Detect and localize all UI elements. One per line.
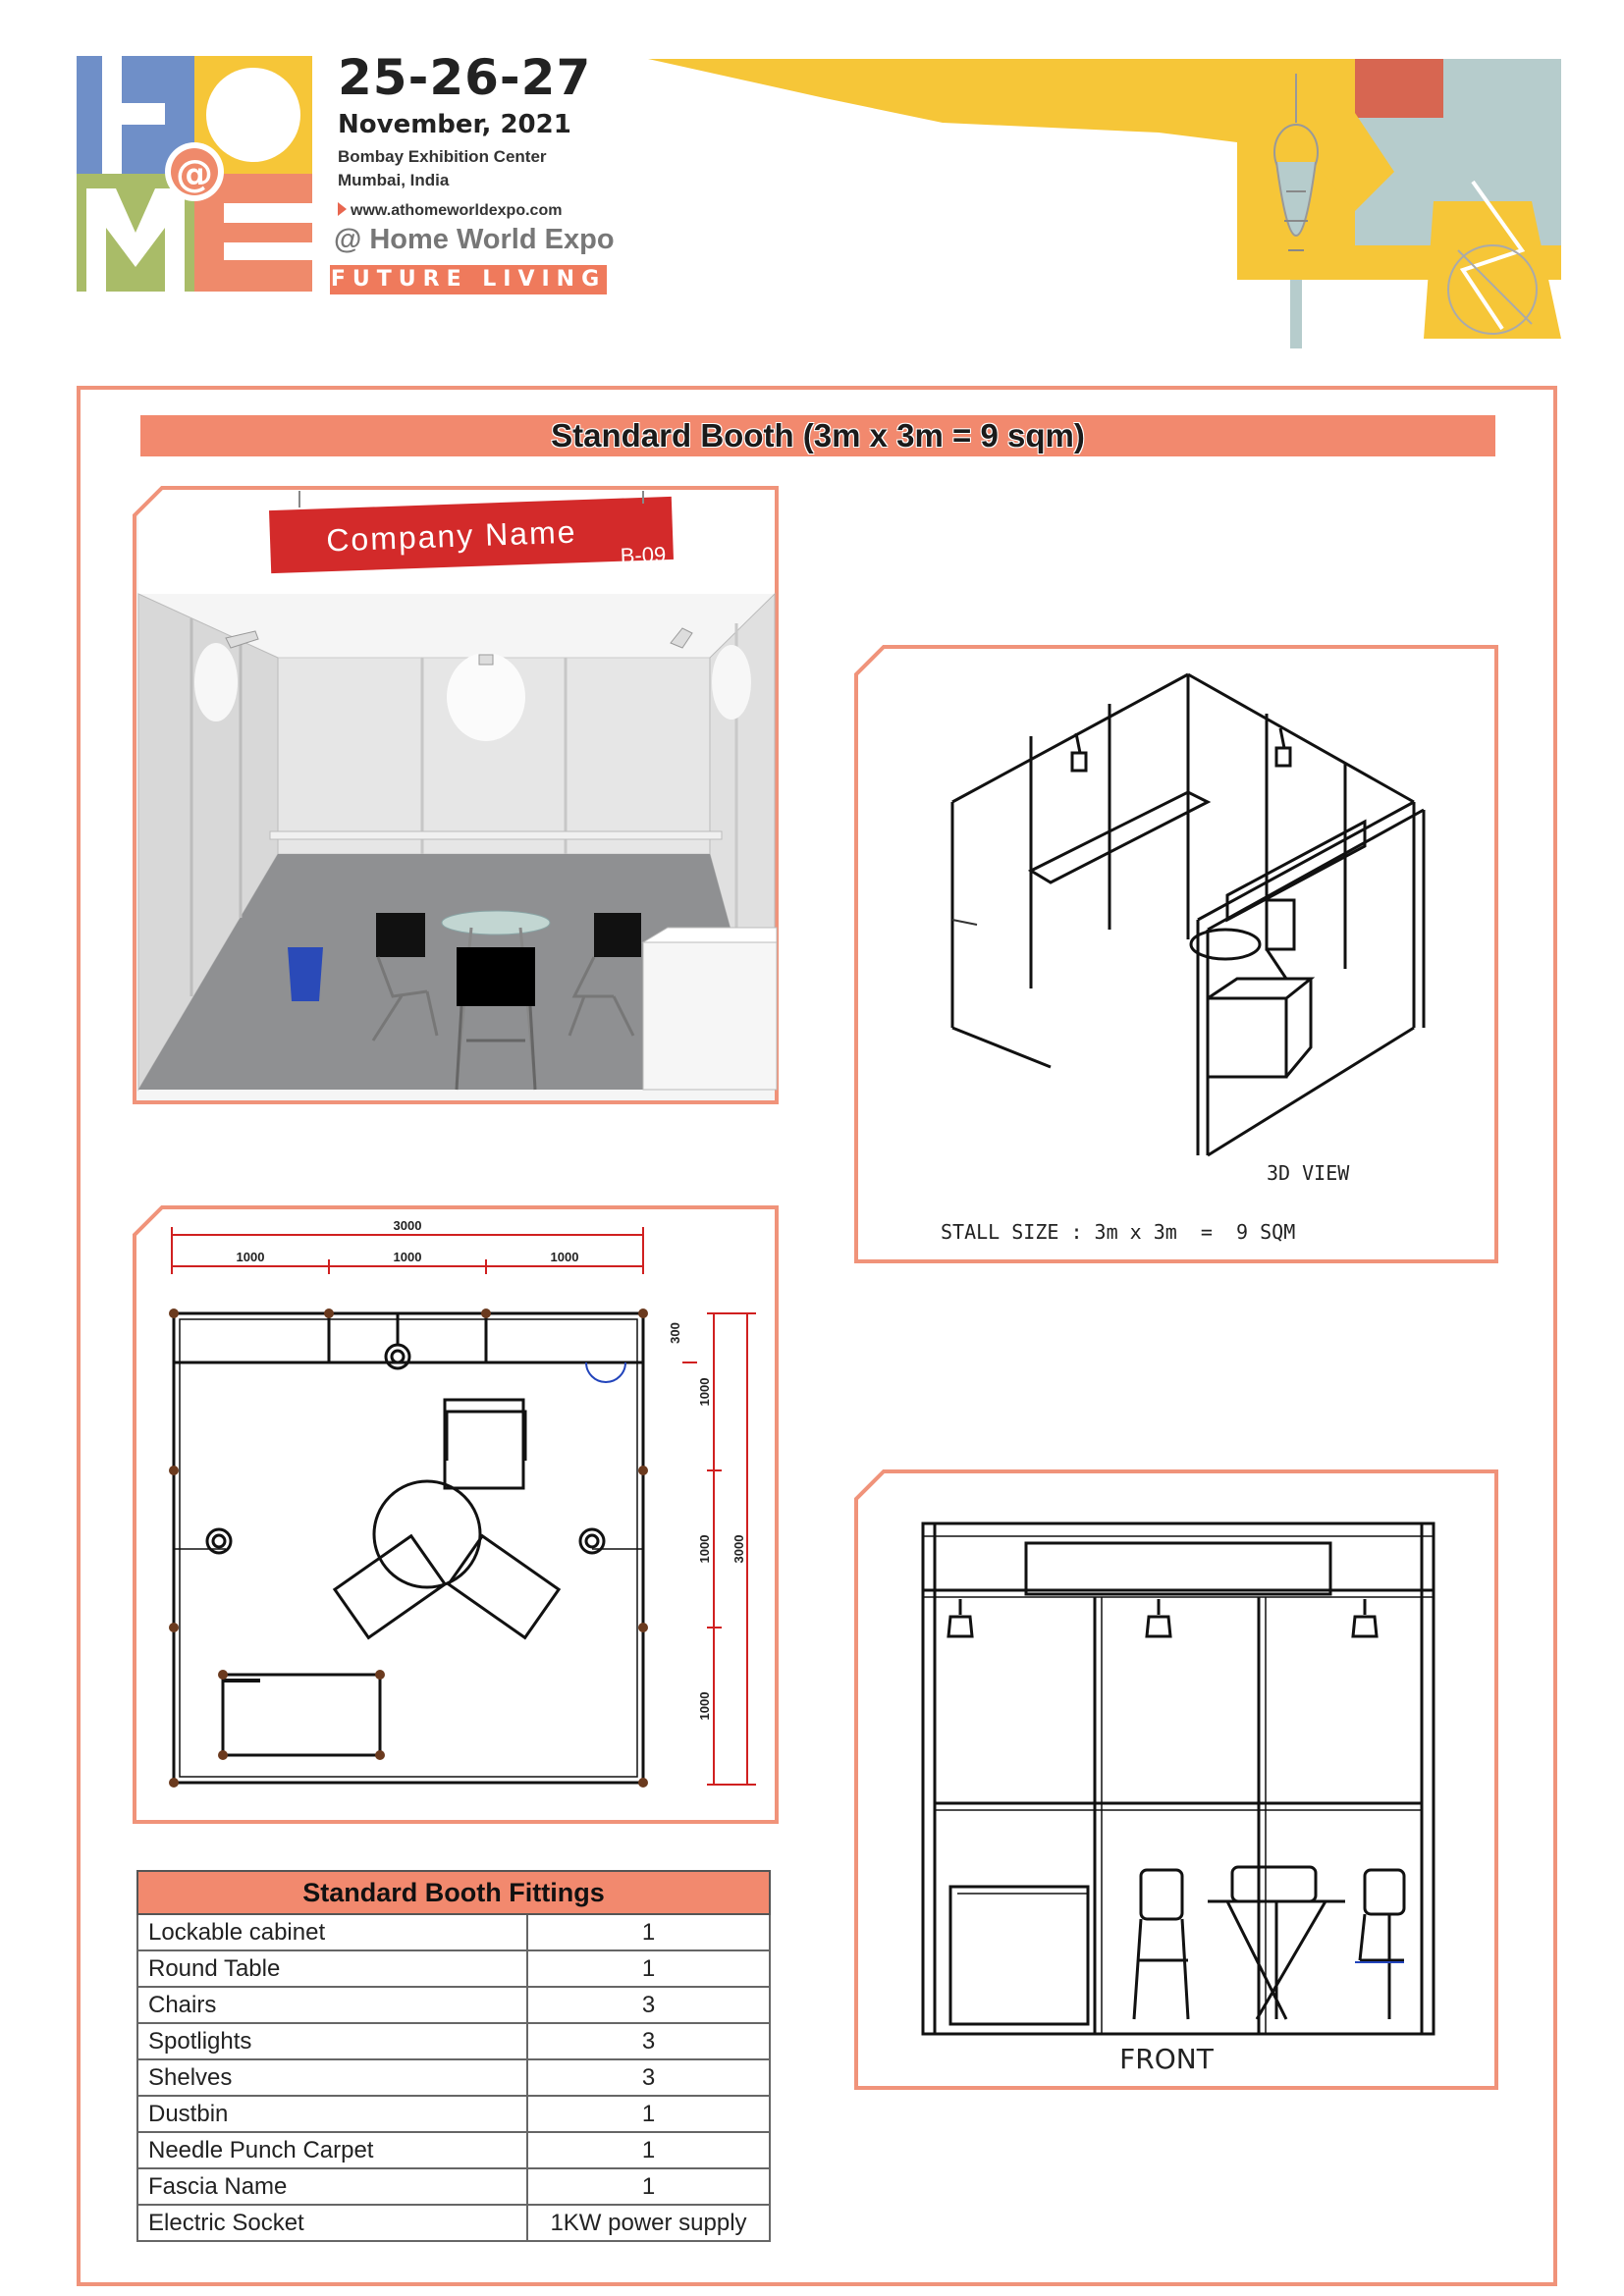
fitting-item: Needle Punch Carpet <box>137 2132 527 2168</box>
event-city: Mumbai, India <box>338 171 450 189</box>
decorative-header-art <box>648 54 1561 348</box>
event-dates: 25-26-27 <box>338 49 592 106</box>
plan-width-total: 3000 <box>393 1218 422 1233</box>
fascia-booth-number: B-09 <box>620 542 667 568</box>
fitting-item: Lockable cabinet <box>137 1914 527 1950</box>
fascia-company-name: Company Name <box>325 513 578 559</box>
fitting-qty: 1 <box>527 2168 770 2205</box>
table-row <box>137 2168 770 2205</box>
expo-logo <box>77 56 312 292</box>
plan-depth-seg-2: 1000 <box>697 1534 712 1564</box>
booth-3d-view-panel <box>854 645 1498 1263</box>
plan-shelf-depth: 300 <box>668 1322 682 1344</box>
event-month-year: November, 2021 <box>338 110 571 139</box>
plan-width-seg-3: 1000 <box>550 1250 579 1264</box>
table-row <box>137 2096 770 2132</box>
fitting-item: Spotlights <box>137 2023 527 2059</box>
table-row <box>137 2059 770 2096</box>
event-venue: Bombay Exhibition Center <box>338 147 547 166</box>
fitting-qty: 1 <box>527 2096 770 2132</box>
fitting-item: Dustbin <box>137 2096 527 2132</box>
fitting-item: Electric Socket <box>137 2205 527 2241</box>
fitting-qty: 1 <box>527 1950 770 1987</box>
booth-render-panel <box>133 486 779 1104</box>
table-row <box>137 1914 770 1950</box>
table-row <box>137 2205 770 2241</box>
fittings-table <box>136 1870 771 2242</box>
fitting-qty: 3 <box>527 2023 770 2059</box>
fitting-item: Chairs <box>137 1987 527 2023</box>
plan-width-seg-2: 1000 <box>393 1250 422 1264</box>
arrow-icon <box>338 202 347 216</box>
plan-depth-total: 3000 <box>731 1534 746 1564</box>
page-title: Standard Booth (3m x 3m = 9 sqm) <box>551 417 1085 454</box>
3d-view-caption: 3D VIEW <box>1267 1161 1350 1185</box>
fitting-item: Shelves <box>137 2059 527 2096</box>
table-row <box>137 2132 770 2168</box>
website-text: www.athomeworldexpo.com <box>351 202 563 219</box>
fitting-item: Round Table <box>137 1950 527 1987</box>
logo-at-symbol: @ <box>176 152 213 195</box>
website-link[interactable] <box>338 202 562 220</box>
fitting-qty: 3 <box>527 2059 770 2096</box>
fitting-item: Fascia Name <box>137 2168 527 2205</box>
table-row <box>137 2023 770 2059</box>
booth-plan-view-panel <box>133 1205 779 1824</box>
fitting-qty: 1 <box>527 2132 770 2168</box>
front-view-caption: FRONT <box>1119 2043 1214 2075</box>
table-row <box>137 1987 770 2023</box>
fitting-qty: 3 <box>527 1987 770 2023</box>
fitting-qty: 1 <box>527 1914 770 1950</box>
fitting-qty: 1KW power supply <box>527 2205 770 2241</box>
plan-width-seg-1: 1000 <box>236 1250 265 1264</box>
table-row <box>137 1950 770 1987</box>
fittings-header: Standard Booth Fittings <box>137 1871 770 1914</box>
title-bar <box>140 415 1495 456</box>
plan-depth-seg-1: 1000 <box>697 1377 712 1407</box>
plan-depth-seg-3: 1000 <box>697 1691 712 1721</box>
booth-front-view-panel <box>854 1469 1498 2090</box>
tagline-banner: FUTURE LIVING <box>330 265 607 294</box>
stall-size-label: STALL SIZE : 3m x 3m = 9 SQM <box>941 1220 1296 1244</box>
expo-name: @ Home World Expo <box>334 224 615 255</box>
